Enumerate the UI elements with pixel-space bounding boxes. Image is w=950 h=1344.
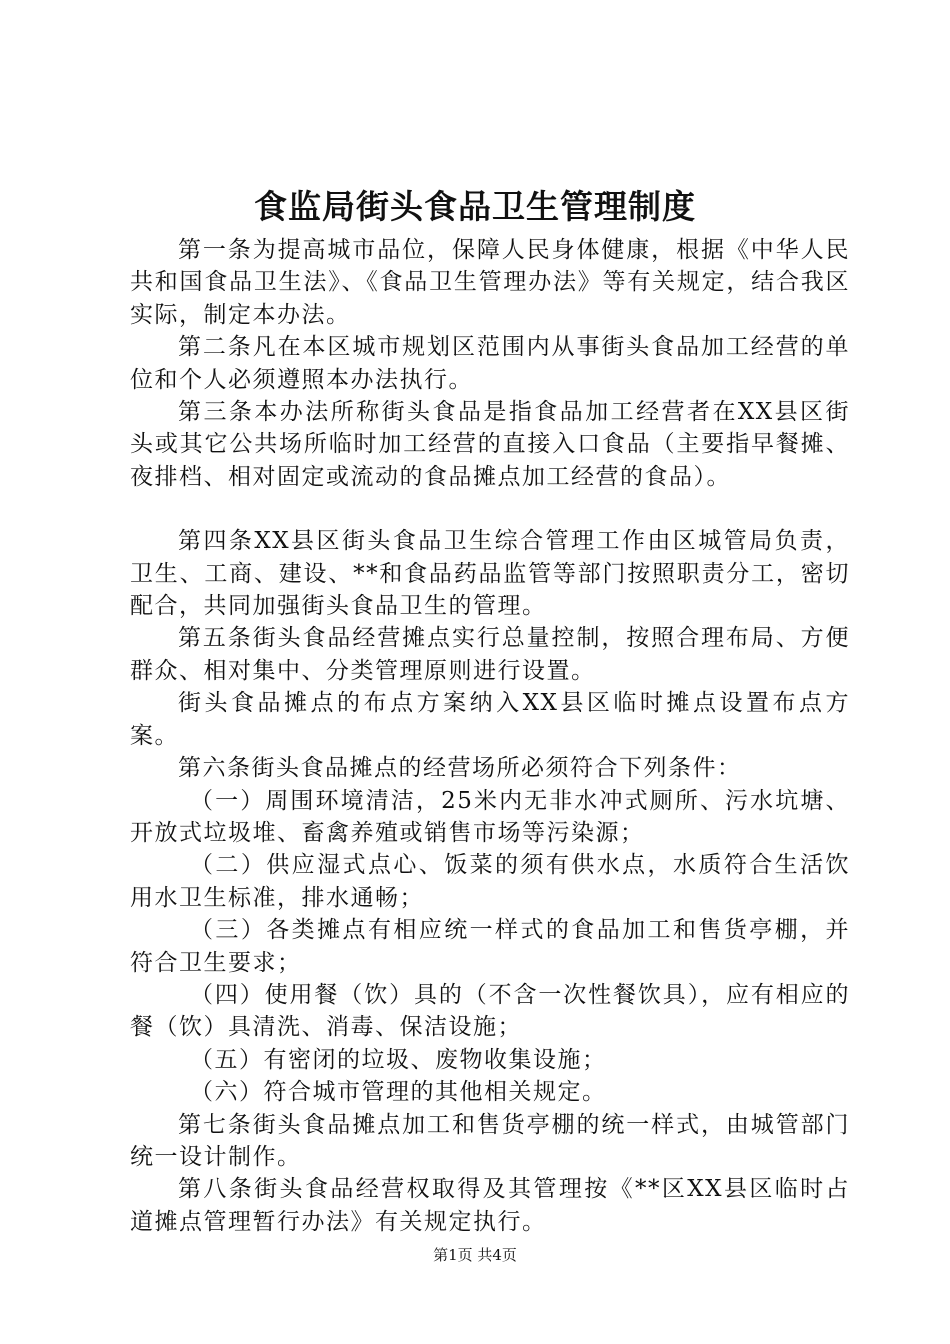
article-7-paragraph: 第七条街头食品摊点加工和售货亭棚的统一样式，由城管部门统一设计制作。 bbox=[130, 1111, 850, 1170]
page-footer: 第1页 共4页 bbox=[433, 1246, 517, 1264]
condition-2-paragraph: （二）供应湿式点心、饭菜的须有供水点，水质符合生活饮用水卫生标准，排水通畅； bbox=[130, 852, 850, 911]
condition-5-paragraph: （五）有密闭的垃圾、废物收集设施； bbox=[190, 1046, 607, 1073]
condition-3-paragraph: （三）各类摊点有相应统一样式的食品加工和售货亭棚，并符合卫生要求； bbox=[130, 917, 850, 976]
document-title: 食监局街头食品卫生管理制度 bbox=[254, 187, 696, 226]
condition-4-paragraph: （四）使用餐（饮）具的（不含一次性餐饮具），应有相应的餐（饮）具清洗、消毒、保洁设施； bbox=[130, 981, 850, 1041]
article-3-paragraph: 第三条本办法所称街头食品是指食品加工经营者在XX县区街头或其它公共场所临时加工经营的直接入口食品（主要指早餐摊、夜排档、相对固定或流动的食品摊点加工经营的食品）。 bbox=[130, 399, 850, 490]
article-2-paragraph: 第二条凡在本区城市规划区范围内从事街头食品加工经营的单位和个人必须遵照本办法执行。 bbox=[130, 334, 850, 393]
article-4-paragraph: 第四条XX县区街头食品卫生综合管理工作由区城管局负责，卫生、工商、建设、**和食品药品监管等部门按照职责分工，密切配合，共同加强街头食品卫生的管理。 bbox=[130, 528, 850, 620]
condition-6-paragraph: （六）符合城市管理的其他相关规定。 bbox=[190, 1079, 607, 1106]
document-body bbox=[130, 234, 850, 1238]
article-5-paragraph: 第五条街头食品经营摊点实行总量控制，按照合理布局、方便群众、相对集中、分类管理原则进行设置。 bbox=[130, 625, 850, 684]
article-5-layout-paragraph: 街头食品摊点的布点方案纳入XX县区临时摊点设置布点方案。 bbox=[130, 690, 850, 749]
article-1-paragraph: 第一条为提高城市品位，保障人民身体健康，根据《中华人民共和国食品卫生法》、《食品卫生管理办法》等有关规定，结合我区实际，制定本办法。 bbox=[130, 237, 850, 328]
article-6-paragraph: 第六条街头食品摊点的经营场所必须符合下列条件： bbox=[178, 755, 742, 782]
article-8-paragraph: 第八条街头食品经营权取得及其管理按《**区XX县区临时占道摊点管理暂行办法》有关规定执行。 bbox=[130, 1176, 850, 1235]
condition-1-paragraph: （一）周围环境清洁，25米内无非水冲式厕所、污水坑塘、开放式垃圾堆、畜禽养殖或销售市场等污染源； bbox=[130, 787, 850, 846]
